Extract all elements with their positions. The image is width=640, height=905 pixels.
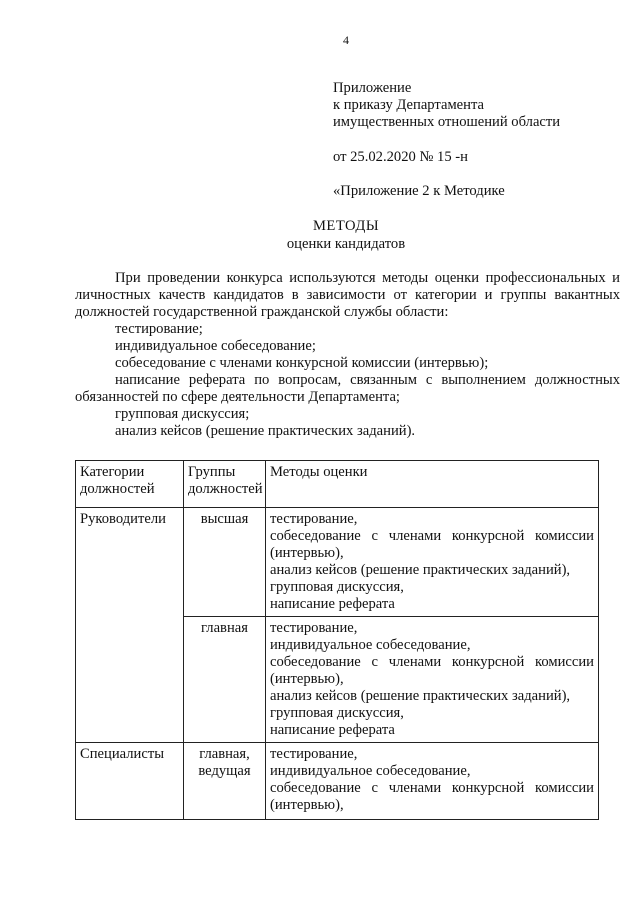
header-methods: Методы оценки [266, 461, 599, 508]
category-cell [76, 617, 184, 743]
method-list-item: тестирование; [115, 321, 203, 337]
method-list-item: написание реферата по вопросам, связанным с выполнением должностных обязанностей по сфере деятельности Департамента; [75, 372, 620, 405]
method-item: написание реферата [270, 722, 395, 738]
header-group: Группы должностей [184, 461, 266, 508]
group-cell: главная [184, 617, 266, 743]
method-item: анализ кейсов (решение практических заданий), [270, 688, 571, 704]
group-cell: главная, ведущая [184, 743, 266, 820]
header-category: Категории должностей [76, 461, 184, 508]
appendix-line: к приказу Департамента [333, 97, 484, 113]
intro-paragraph: При проведении конкурса используются методы оценки профессиональных и личностных качеств кандидатов в зависимости от категории и группы вакантных должностей государственной гражданской службы области: [75, 270, 620, 320]
table-row [76, 617, 599, 743]
body-text [75, 270, 620, 440]
page-number: 4 [343, 33, 349, 47]
methodic-reference: «Приложение 2 к Методике [333, 183, 505, 199]
methods-cell [266, 617, 599, 743]
method-item: тестирование, [270, 511, 358, 527]
method-item: групповая дискуссия, [270, 579, 404, 595]
method-list-item: групповая дискуссия; [115, 406, 250, 422]
table-header-row [76, 461, 599, 508]
appendix-line: Приложение [333, 80, 412, 96]
method-item: индивидуальное собеседование, [270, 763, 471, 779]
document-subtitle: оценки кандидатов [286, 236, 406, 252]
method-item: анализ кейсов (решение практических заданий), [270, 562, 571, 578]
method-item: собеседование с членами конкурсной комиссии (интервью), [270, 528, 594, 561]
method-item: собеседование с членами конкурсной комиссии (интервью), [270, 654, 594, 687]
method-list-item: индивидуальное собеседование; [115, 338, 316, 354]
method-list-item: анализ кейсов (решение практических заданий). [115, 423, 416, 439]
method-item: тестирование, [270, 746, 358, 762]
order-date: от 25.02.2020 № 15 -н [333, 149, 468, 165]
table-row [76, 743, 599, 820]
method-item: индивидуальное собеседование, [270, 637, 471, 653]
appendix-header [333, 80, 623, 131]
category-cell: Руководители [76, 508, 184, 617]
method-item: тестирование, [270, 620, 358, 636]
document-title: МЕТОДЫ [312, 218, 380, 234]
group-cell: высшая [184, 508, 266, 617]
category-cell: Специалисты [76, 743, 184, 820]
methods-cell [266, 743, 599, 820]
methods-cell [266, 508, 599, 617]
appendix-line: имущественных отношений области [333, 114, 561, 130]
method-item: групповая дискуссия, [270, 705, 404, 721]
table-row [76, 508, 599, 617]
method-list-item: собеседование с членами конкурсной комиссии (интервью); [115, 355, 489, 371]
methods-table [75, 460, 599, 820]
method-item: написание реферата [270, 596, 395, 612]
method-item: собеседование с членами конкурсной комиссии (интервью), [270, 780, 594, 813]
